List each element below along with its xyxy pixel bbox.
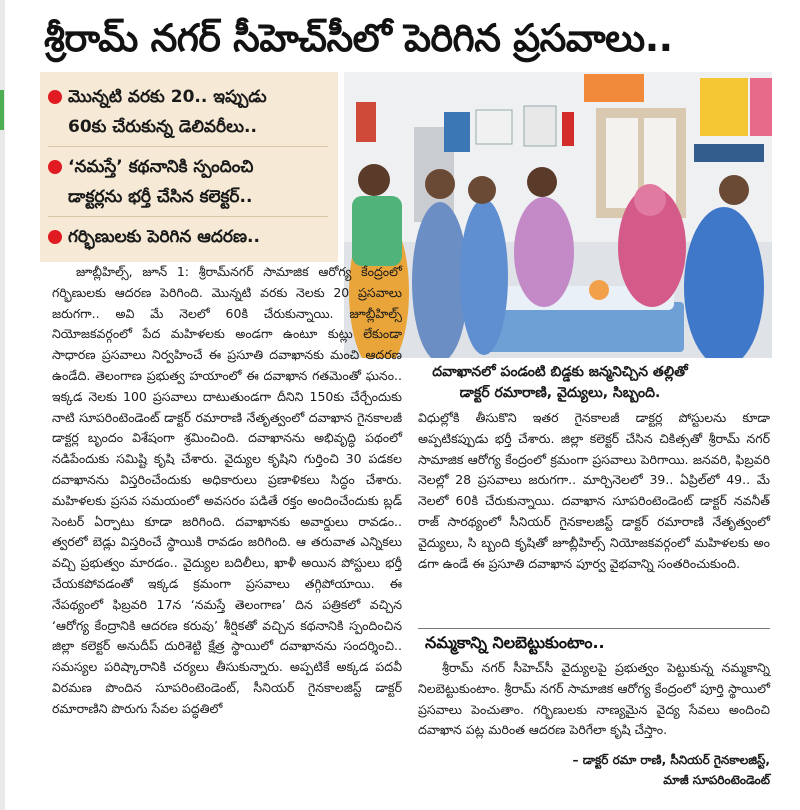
hospital-ward-illustration <box>344 72 772 358</box>
article-body-left: జూబ్లీహిల్స్, జూన్ 1: శ్రీరామ్‌నగర్ సామాజిక ఆరోగ్య కేంద్రంలో గర్భిణులకు ఆదరణ పెరిగింది. మొన్నటి వరకు నెలకు 20 ప్రసవాలు జరుగగా.. అవి మే నెలలో 60కి చేరుకున్నాయి. జూబ్లీహిల్స్ నియోజకవర్గంలో పేద మహిళలకు అండగా ఉంటూ కుట్లు లేకుండా సాధారణ ప్రసవాలు నిర్వహించే ఈ ప్రసూతి దవాఖానకు మంచి ఆదరణ ఉండేది. తెలంగాణ ప్రభుత్వ హయాంలో ఈ దవాఖాన గతమెంతో ఘనం.. ఇక్కడ నెలకు 100 ప్రసవాలు దాటుతుండగా దీనిని 150కు చేర్చేందుకు నాటి సూపరింటెండెంట్ డాక్టర్ రమారాణి నేతృత్వంలో దవాఖాన గైనకాలజీ డాక్టర్ల బృందం విశేషంగా శ్రమించింది. దవాఖానను అభివృద్ధి పథంలో నడిపేందుకు సమిష్టి కృషి చేశారు. వైద్యుల కృషిని గుర్తించి 30 పడకల దవాఖానను విస్తరించేందుకు అధికారులు ప్రణాళికలు సిద్ధం చేశారు. మహిళలకు ప్రసవ సమయంలో అవసరం పడితే రక్తం అందించేందుకు బ్లడ్ సెంటర్ ఏర్పాటు కూడా జరిగింది. దవాఖానకు అవార్డులు రావడం.. త్వరలో బెడ్లు విస్తరించే స్థాయికి రావడం జరిగింది. ఆ తరువాత ఎన్నికలు వచ్చి ప్రభుత్వం మారడం.. వైద్యుల బదిలీలు, ఖాళీ అయిన పోస్టులు భర్తీ చేయకపోవడంతో ఇక్కడ క్రమంగా ప్రసవాలు తగ్గిపోయాయి. ఈ నేపథ్యంలో ఫిబ్రవరి 17న ‘నమస్తే తెలంగాణ’ దిన పత్రికలో వచ్చిన ‘ఆరోగ్య కేంద్రానికి ఆదరణ కరువు’ శీర్షికతో వచ్చిన కథనానికి స్పందించిన జిల్లా కలెక్టర్ అనుదీప్ దురిశెట్టి క్షేత్ర స్థాయిలో దవాఖానను సందర్శించి.. సమస్యల పరిష్కారానికి చర్యలు తీసుకున్నారు. అప్పటికే అక్కడ పదవీ విరమణ పొందిన సూపరింటెండెంట్, సీనియర్ గైనకాలజిస్ట్ డాక్టర్ రమారాణిని పొరుగు సేవల పద్ధతిలో <box>52 264 402 716</box>
highlight-divider <box>48 216 328 217</box>
caption-line: డాక్టర్ రమారాణి, వైద్యులు, సిబ్బంది. <box>459 385 661 401</box>
article-body-right: విధుల్లోకి తీసుకొని ఇతర గైనకాలజీ డాక్టర్ల పోస్టులను కూడా అప్పటికప్పుడు భర్తీ చేశారు. జిల్లా కలెక్టర్ చేసిన చికిత్సతో శ్రీరామ్ నగర్ సామాజిక ఆరోగ్య కేంద్రంలో క్రమంగా ప్రసవాలు పెరిగాయి. జనవరి, ఫిబ్రవరి నెలల్లో 28 ప్రసవాలు జరుగగా.. మార్చినెలలో 39.. ఏప్రిల్‌లో 49.. మే నెలలో 60కి చేరుకున్నాయి. దవాఖాన సూపరింటెండెంట్ డాక్టర్ నవనీత్ రాజ్ సారథ్యంలో సీనియర్ గైనకాలజిస్ట్ డాక్టర్ రమారాణి నేతృత్వంలో వైద్యులు, సి బ్బంది కృషితో జూబ్లీహిల్స్ నియోజకవర్గంలో మహిళలకు అం డగా ఉండే ఈ ప్రసూతి దవాఖాన పూర్వ వైభవాన్ని సంతరించుకుంది. <box>418 410 770 571</box>
highlight-text: గర్భిణులకు పెరిగిన ఆదరణ.. <box>68 227 260 247</box>
quote-body: శ్రీరామ్ నగర్ సీహెచ్‌సీ వైద్యులపై ప్రభుత్వం పెట్టుకున్న నమ్మకాన్ని నిలబెట్టుకుంటాం. శ్రీరామ్ నగర్ సామాజిక ఆరోగ్య కేంద్రంలో పూర్తి స్థాయిలో ప్రసవాలు పెంచుతాం. గర్భిణులకు నాణ్యమైన వైద్య సేవలు అందించి దవాఖాన పట్ల మరింత ఆదరణ పెరిగేలా కృషి చేస్తాం. <box>418 660 770 738</box>
highlights-box <box>40 72 338 262</box>
bullet-icon <box>48 160 62 174</box>
highlight-item <box>48 152 334 212</box>
highlight-text: డాక్టర్లను భర్తీ చేసిన కలెక్టర్.. <box>68 187 253 207</box>
photo-caption <box>350 362 770 404</box>
highlight-item <box>48 222 334 252</box>
article-headline: శ్రీరామ్ నగర్ సీహెచ్‌సీలో పెరిగిన ప్రసవాలు.. <box>44 16 673 60</box>
caption-line: దవాఖానలో పండంటి బిడ్డకు జన్మనిచ్చిన తల్లితో <box>432 364 688 380</box>
quote-divider <box>418 628 770 629</box>
highlight-divider <box>48 146 328 147</box>
highlight-text: 60కు చేరుకున్న డెలివరీలు.. <box>68 117 257 137</box>
page-edge-marker <box>0 90 4 130</box>
news-photo <box>344 72 772 358</box>
bullet-icon <box>48 230 62 244</box>
bullet-icon <box>48 90 62 104</box>
highlight-item <box>48 82 334 142</box>
quote-heading: నమ్మకాన్ని నిలబెట్టుకుంటాం.. <box>425 633 605 652</box>
quote-designation: మాజీ సూపరింటెండెంట్ <box>663 773 770 787</box>
quote-attribution <box>500 750 770 790</box>
highlight-text: మొన్నటి వరకు 20.. ఇప్పుడు <box>68 87 267 107</box>
quote-author: – డాక్టర్ రమా రాణి, సీనియర్ గైనకాలజిస్ట్, <box>572 753 770 767</box>
highlight-text: ‘నమస్తే’ కథనానికి స్పందించి <box>68 157 254 177</box>
